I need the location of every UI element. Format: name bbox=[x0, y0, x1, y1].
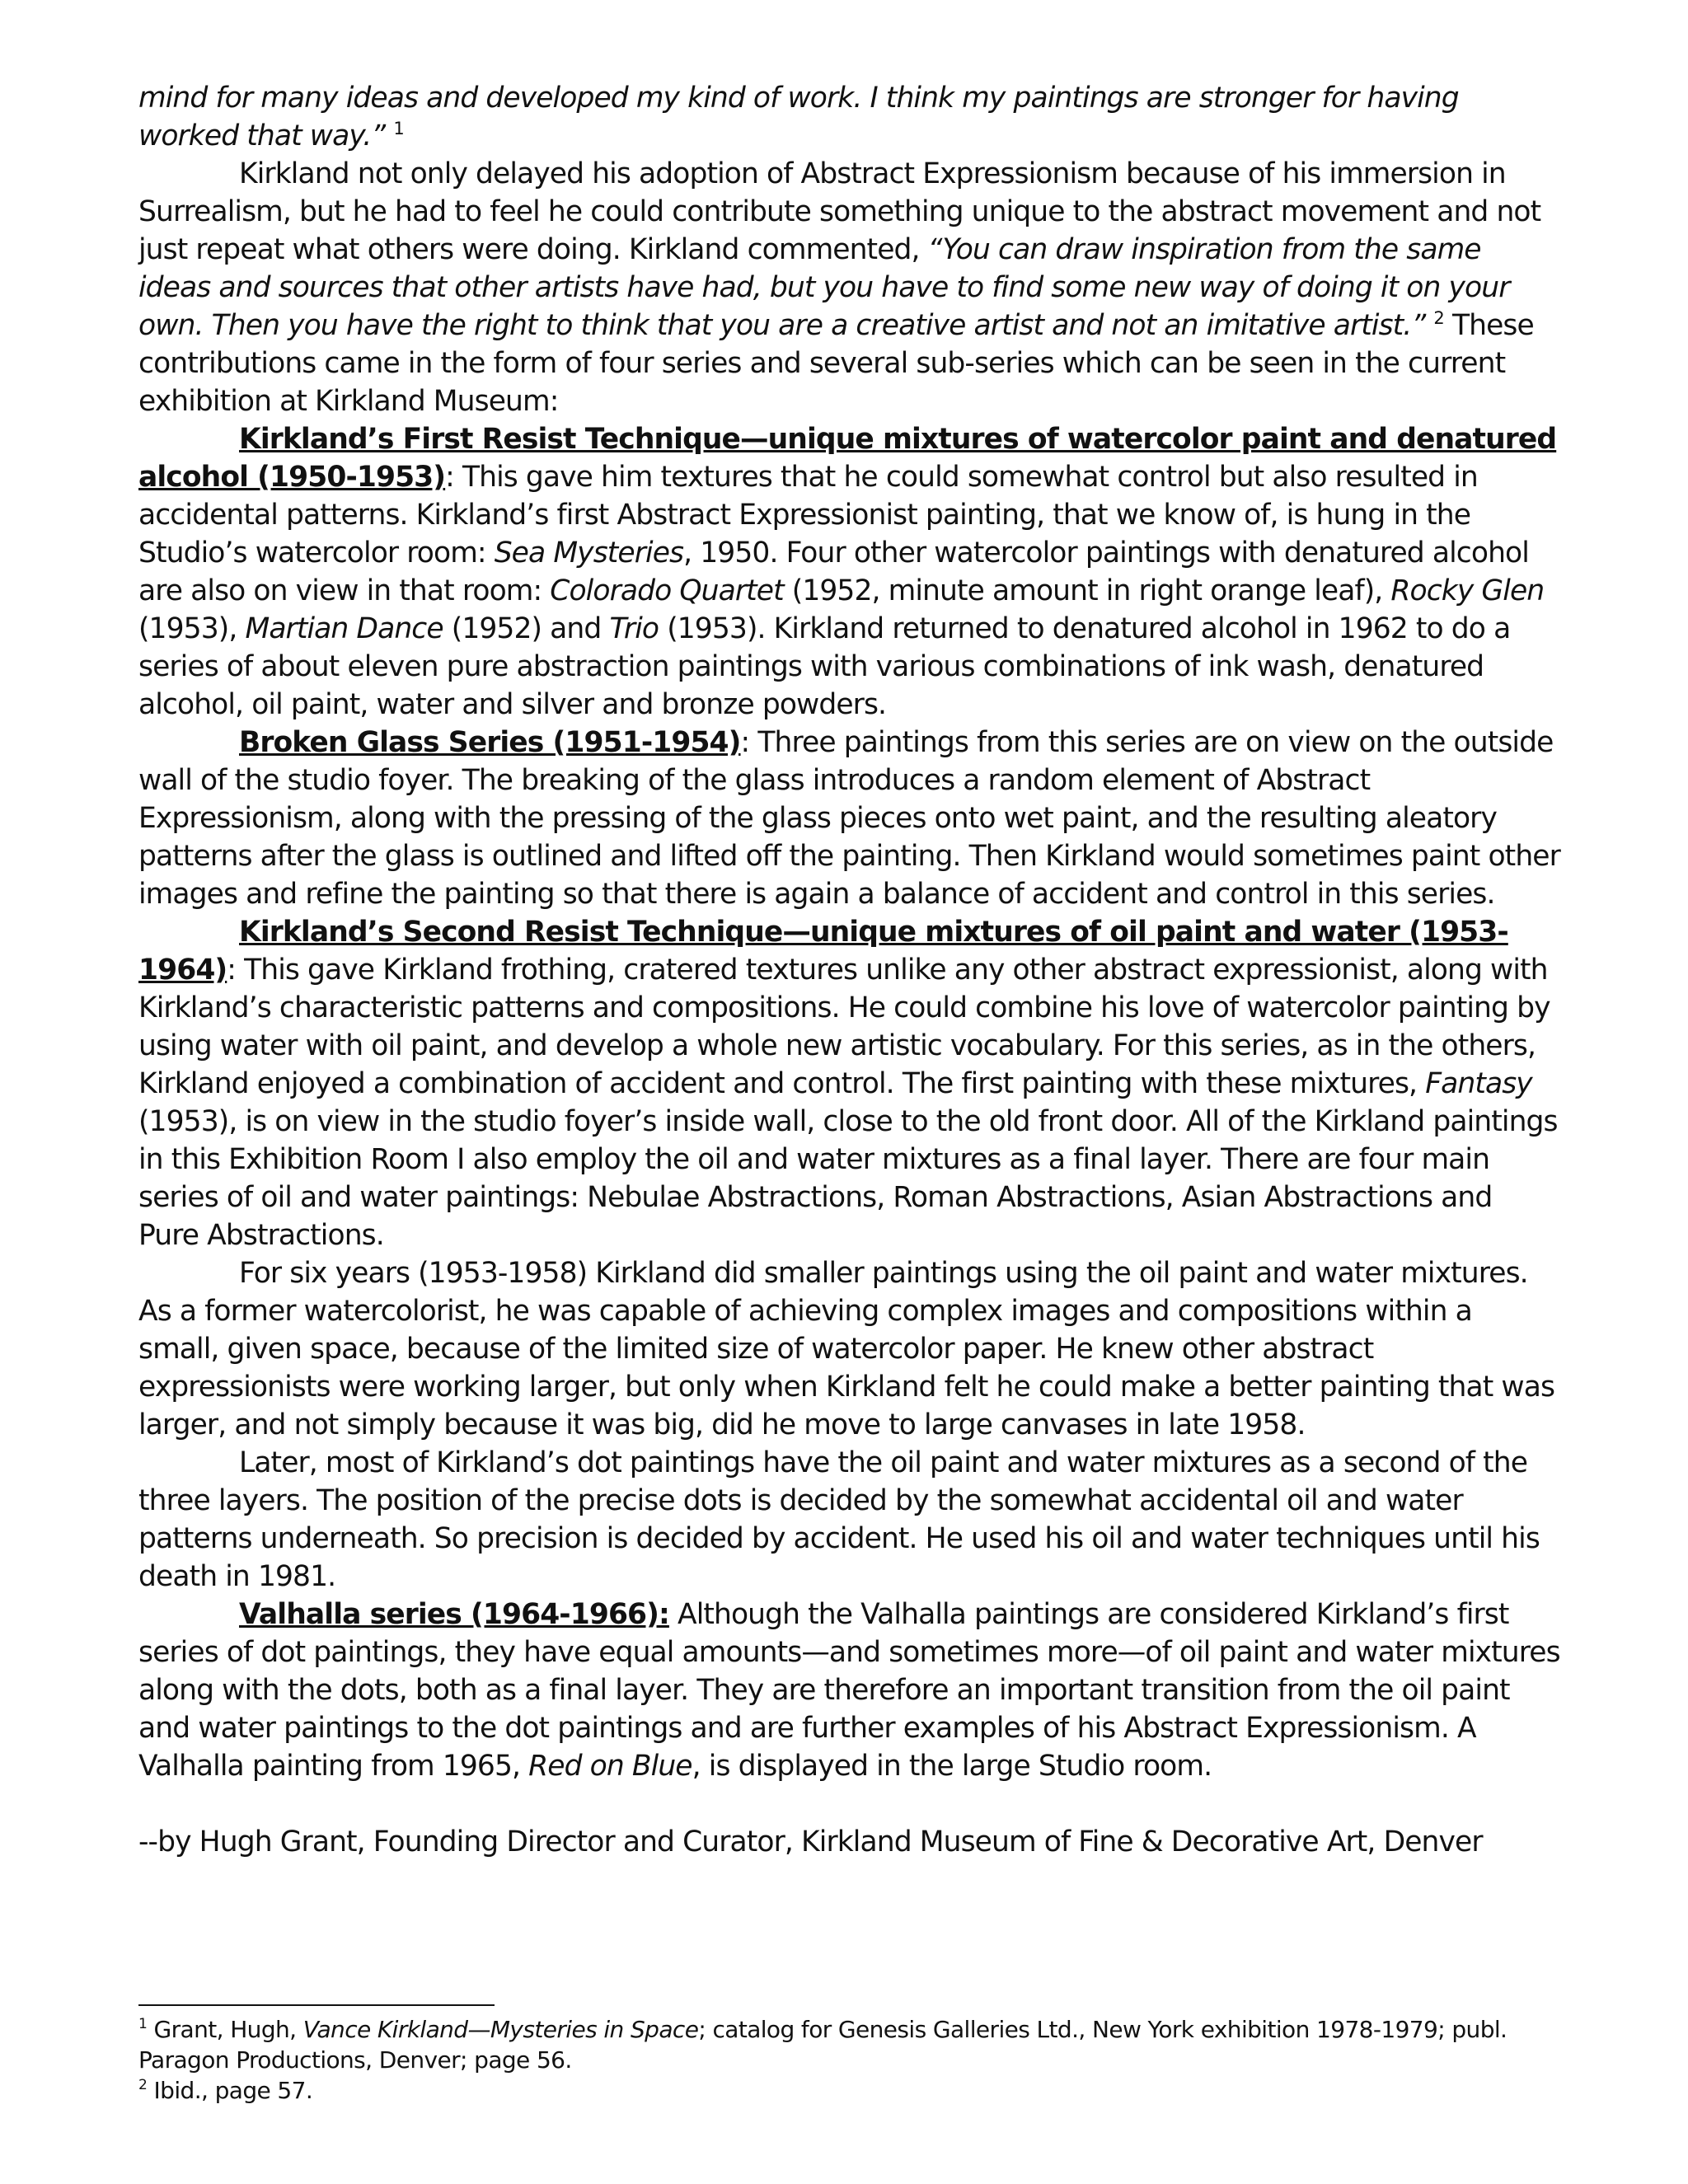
paragraph-six-years: For six years (1953-1958) Kirkland did smaller paintings using the oil paint and water mixtures. As a former watercolorist, he was capable of achieving complex images and compositions within a small, given space, because of the limited size of watercolor paper. He knew other abstract expressionists were working larger, but only when Kirkland felt he could make a better painting that was larger, and not simply because it was big, did he move to large canvases in late 1958. bbox=[138, 1257, 1555, 1441]
footnote-marker: 1 bbox=[138, 2016, 148, 2032]
heading-second-resist: Kirkland’s Second Resist Technique—unique mixtures of oil paint and water (1953-1964) bbox=[138, 916, 1508, 987]
footnote-title: Vance Kirkland—Mysteries in Space bbox=[302, 2016, 699, 2043]
spacer bbox=[138, 1785, 1560, 1823]
paragraph-resist-intro: Kirkland not only delayed his adoption of Abstract Expressionism because of his immersion in Surrealism, but he had to feel he could contribute something unique to the abstract movement and not just repeat what others were doing. Kirkland commented, “You can draw inspiration from the same ideas and sources that other artists have had, but you have to find some new way of doing it on your own. Then you have the right to think that you are a creative artist and not an imitative artist.” $^2$ These contributions came in the form of four series and several sub-series which can be seen in the current exhibition at Kirkland Museum: bbox=[138, 157, 1541, 418]
work-title: Martian Dance bbox=[245, 612, 443, 645]
footnote-2: $^2$ Ibid., page 57. bbox=[138, 2077, 313, 2104]
footnote-ref-2[interactable]: 2 bbox=[1433, 308, 1444, 328]
intro-quote: mind for many ideas and developed my kind of work. I think my paintings are stronger for having worked that way.” $^1$ bbox=[138, 82, 1459, 152]
work-title: Rocky Glen bbox=[1390, 574, 1545, 607]
footnote-1: $^1$ Grant, Hugh, Vance Kirkland—Mysteries in Space; catalog for Genesis Galleries Ltd., New York exhibition 1978-1979; publ. Paragon Productions, Denver; page 56. bbox=[138, 2016, 1507, 2074]
footnotes bbox=[138, 2014, 1560, 2106]
footnote-ref-1[interactable]: 1 bbox=[393, 119, 404, 138]
kirkland-quote: “You can draw inspiration from the same ideas and sources that other artists have had, but you have to find some new way of doing it on your own. Then you have the right to think that you are a creative artist and not an imitative artist.” bbox=[138, 233, 1510, 342]
footnote-marker: 2 bbox=[138, 2077, 148, 2093]
work-title: Red on Blue bbox=[528, 1750, 692, 1783]
work-title: Fantasy bbox=[1425, 1067, 1532, 1100]
paragraph-dot-paintings: Later, most of Kirkland’s dot paintings have the oil paint and water mixtures as a second of the three layers. The position of the precise dots is decided by the somewhat accidental oil and water patterns underneath. So precision is decided by accident. He used his oil and water techniques until his death in 1981. bbox=[138, 1446, 1540, 1593]
work-title: Colorado Quartet bbox=[550, 574, 784, 607]
heading-valhalla: Valhalla series (1964-1966): bbox=[239, 1598, 669, 1631]
section-valhalla: Valhalla series (1964-1966): Although the Valhalla paintings are considered Kirkland’s first series of dot paintings, they have equal amounts—and sometimes more—of oil paint and water mixtures along with the dots, both as a final layer. They are therefore an important transition from the oil paint and water paintings to the dot paintings and are further examples of his Abstract Expressionism. A Valhalla painting from 1965, Red on Blue, is displayed in the large Studio room. bbox=[138, 1598, 1560, 1783]
heading-broken-glass: Broken Glass Series (1951-1954) bbox=[239, 726, 741, 759]
footnote-divider bbox=[138, 2004, 495, 2006]
heading-first-resist: Kirkland’s First Resist Technique—unique mixtures of watercolor paint and denatured alcohol (1950-1953) bbox=[138, 423, 1557, 494]
work-title: Trio bbox=[609, 612, 659, 645]
section-first-resist: Kirkland’s First Resist Technique—unique mixtures of watercolor paint and denatured alcohol (1950-1953): This gave him textures that he could somewhat control but also resulted in accidental patterns. Kirkland’s first Abstract Expressionist painting, that we know of, is hung in the Studio’s watercolor room: Sea Mysteries, 1950. Four other watercolor paintings with denatured alcohol are also on view in that room: Colorado Quartet (1952, minute amount in right orange leaf), Rocky Glen (1953), Martian Dance (1952) and Trio (1953). Kirkland returned to denatured alcohol in 1962 to do a series of about eleven pure abstraction paintings with various combinations of ink wash, denatured alcohol, oil paint, water and silver and bronze powders. bbox=[138, 423, 1557, 721]
article-body bbox=[138, 79, 1560, 1861]
work-title: Sea Mysteries bbox=[494, 537, 684, 569]
section-second-resist: Kirkland’s Second Resist Technique—unique mixtures of oil paint and water (1953-1964): This gave Kirkland frothing, cratered textures unlike any other abstract expressionist, along with Kirkland’s characteristic patterns and compositions. He could combine his love of watercolor painting by using water with oil paint, and develop a whole new artistic vocabulary. For this series, as in the others, Kirkland enjoyed a combination of accident and control. The first painting with these mixtures, Fantasy (1953), is on view in the studio foyer’s inside wall, close to the old front door. All of the Kirkland paintings in this Exhibition Room I also employ the oil and water mixtures as a final layer. There are four main series of oil and water paintings: Nebulae Abstractions, Roman Abstractions, Asian Abstractions and Pure Abstractions. bbox=[138, 916, 1558, 1252]
section-broken-glass: Broken Glass Series (1951-1954): Three paintings from this series are on view on the outside wall of the studio foyer. The breaking of the glass introduces a random element of Abstract Expressionism, along with the pressing of the glass pieces onto wet paint, and the resulting aleatory patterns after the glass is outlined and lifted off the painting. Then Kirkland would sometimes paint other images and refine the painting so that there is again a balance of accident and control in this series. bbox=[138, 726, 1560, 911]
byline: --by Hugh Grant, Founding Director and Curator, Kirkland Museum of Fine & Decorative Art, Denver bbox=[138, 1825, 1483, 1858]
